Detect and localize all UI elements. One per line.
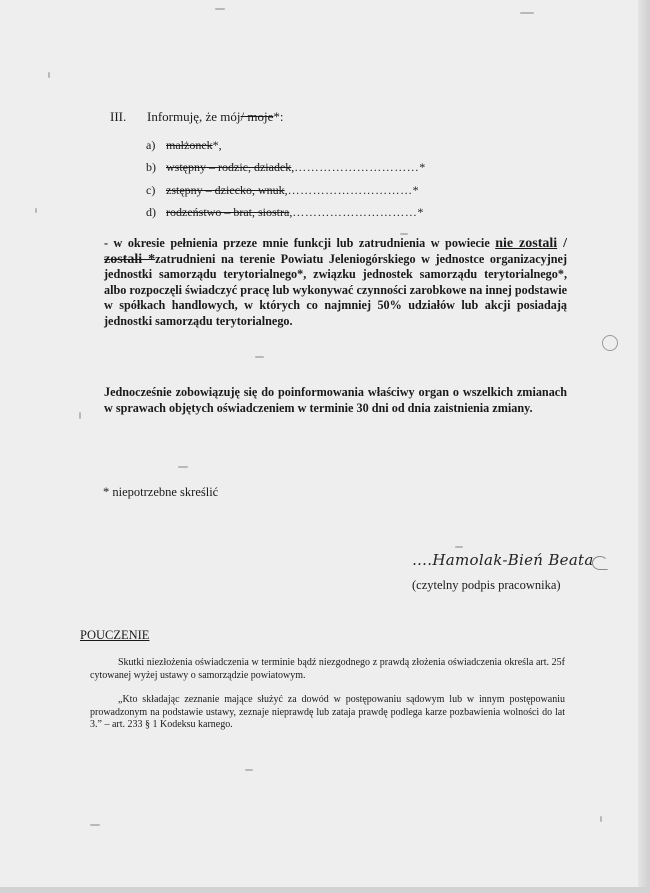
- pouczenie-paragraph-2: „Kto składając zeznanie mające służyć za dowód w postępowaniu sądowym lub w innym postępowaniu prowadzonym na podstawie ustawy, zeznaje nieprawdę lub zataja prawdę podlega karze pozbawienia wolności do lat 3.” – art. 233 § 1 Kodeksu karnego.: [90, 694, 565, 730]
- list-item: [146, 205, 423, 220]
- list-item-star: *: [417, 205, 424, 219]
- section-lead-struck: / moje: [240, 109, 274, 124]
- list-item-struck: wstępny – rodzic, dziadek: [166, 160, 292, 174]
- footnote: * niepotrzebne skreślić: [103, 485, 219, 499]
- scan-edge-bottom: [0, 887, 650, 893]
- scan-edge-right: [638, 0, 650, 893]
- list-item-letter: a): [146, 138, 156, 152]
- scan-curl-mark: [592, 556, 608, 570]
- pouczenie-title: POUCZENIE: [80, 628, 150, 642]
- list-item-letter: d): [146, 205, 156, 219]
- section-number: III.: [110, 109, 127, 124]
- list-item-dots: …………………………: [292, 205, 418, 219]
- list-item-tail: ,: [284, 183, 288, 197]
- list-item-dots: …………………………: [294, 160, 420, 174]
- list-item: [146, 138, 222, 153]
- list-item-letter: b): [146, 160, 156, 174]
- list-item: [146, 160, 425, 175]
- list-item-star: *: [412, 183, 419, 197]
- declaration-slash: /: [557, 236, 567, 251]
- list-item-struck: zstępny – dziecko, wnuk: [166, 183, 285, 197]
- handwritten-signature: [412, 551, 594, 569]
- list-item-tail: ,: [291, 160, 295, 174]
- pouczenie-paragraph-1: Skutki niezłożenia oświadczenia w terminie bądź niezgodnego z prawdą złożenia oświadczenia określa art. 25f cytowanej wyżej ustawy o samorządzie powiatowym.: [90, 657, 565, 681]
- declaration-chosen-option: nie zostali: [495, 236, 558, 251]
- section-lead-plain: Informuję, że: [147, 109, 221, 124]
- list-item: [146, 183, 419, 198]
- list-item-struck: rodzeństwo – brat, siostra: [166, 205, 290, 219]
- section-lead-end: *:: [273, 109, 284, 124]
- section-lead-kept: mój: [220, 109, 241, 124]
- declaration-prefix: - w okresie pełnienia przeze mnie funkcji lub zatrudnienia w powiecie: [104, 236, 496, 250]
- obligation-paragraph: Jednocześnie zobowiązuję się do poinformowania właściwy organ o wszelkich zmianach w sprawach objętych oświadczeniem w terminie 30 dni od dnia zaistnienia zmiany.: [104, 385, 567, 415]
- signature-handwriting: Hamolak-Bień Beata: [432, 551, 594, 569]
- section-lead: [147, 109, 284, 125]
- list-item-star: *: [419, 160, 426, 174]
- declaration-struck-option: zostali *: [104, 251, 156, 267]
- list-item-struck: małżonek: [166, 138, 213, 152]
- list-item-tail: ,: [289, 205, 293, 219]
- list-item-tail: *,: [212, 138, 222, 152]
- signature-dots: ….: [412, 551, 433, 569]
- scan-stamp-mark: [602, 335, 618, 351]
- list-item-dots: …………………………: [287, 183, 413, 197]
- declaration-paragraph: [104, 236, 567, 329]
- declaration-rest: zatrudnieni na terenie Powiatu Jeleniogórskiego w jednostce organizacyjnej jednostki samorządu terytorialnego*, związku jednostek samorządu terytorialnego*, albo rozpoczęli świadczyć pracę lub wykonywać czynności zarobkowe na innej podstawie w spółkach handlowych, w których co najmniej 50% udziałów lub akcji posiadają jednostki samorządu terytorialnego.: [104, 251, 567, 328]
- signature-caption: (czytelny podpis pracownika): [412, 578, 561, 592]
- list-item-letter: c): [146, 183, 156, 197]
